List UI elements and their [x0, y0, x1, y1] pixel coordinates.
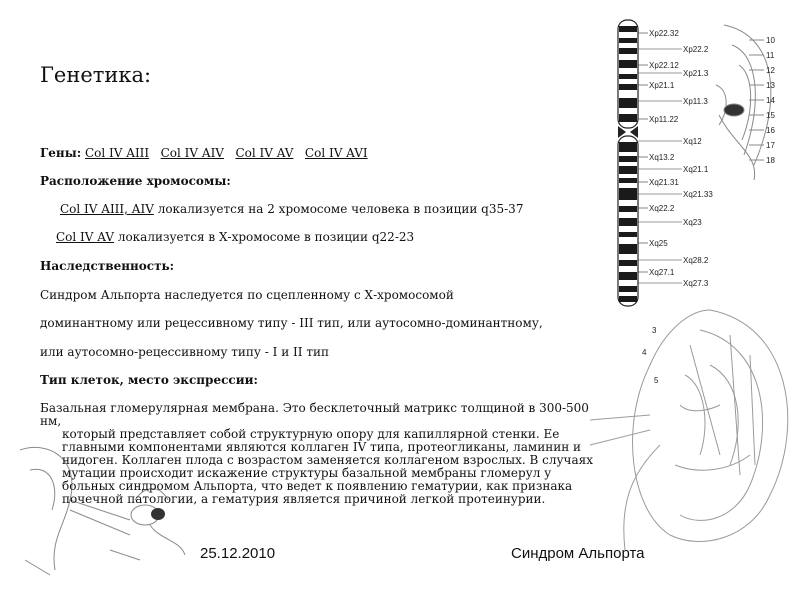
- ear-figure-label: 15: [766, 111, 775, 120]
- band-label-left: Xq22.2: [649, 204, 675, 213]
- location-line-1: [60, 202, 523, 217]
- chromosome-band: [619, 166, 637, 174]
- band-label-right: Xq12: [683, 137, 702, 146]
- inheritance-line-2: доминантному или рецессивному типу - III тип, или аутосомно-доминантному,: [40, 316, 543, 330]
- chromosome-band: [619, 114, 637, 122]
- band-label-left: Xp22.32: [649, 29, 679, 38]
- band-label-left: Xp21.1: [649, 81, 675, 90]
- kidney-figure-label: 4: [642, 348, 647, 357]
- chromosome-band: [619, 26, 637, 32]
- membrane-paragraph: [40, 402, 600, 506]
- chromosome-band: [619, 84, 637, 90]
- band-label-right: Xp11.3: [683, 97, 708, 106]
- band-label-right: Xq27.3: [683, 279, 709, 288]
- band-label-left: Xq27.1: [649, 268, 675, 277]
- inheritance-line-1: Синдром Альпорта наследуется по сцепленному с Х-хромосомой: [40, 288, 454, 302]
- location-line-2-genes: Col IV AV: [56, 230, 115, 244]
- footer-date: 25.12.2010: [200, 545, 276, 562]
- chromosome-band: [619, 188, 637, 200]
- band-label-left: Xq25: [649, 239, 668, 248]
- band-label-left: Xp22.12: [649, 61, 679, 70]
- location-line-2: [56, 230, 414, 245]
- band-label-right: Xq23: [683, 218, 702, 227]
- ear-figure-label: 12: [766, 66, 775, 75]
- location-line-1-genes: Col IV AIII, AIV: [60, 202, 154, 216]
- chromosome-band: [619, 38, 637, 43]
- chromosome-band: [619, 206, 637, 212]
- location-heading: Расположение хромосомы:: [40, 174, 231, 188]
- genes-label: Гены:: [40, 146, 82, 160]
- cell-type-heading: Тип клеток, место экспрессии:: [40, 373, 258, 387]
- chromosome-band: [619, 48, 637, 54]
- chromosome-band: [619, 244, 637, 254]
- kidney-figure-label: 3: [652, 326, 657, 335]
- chromosome-band: [619, 178, 637, 183]
- x-chromosome-ideogram: [612, 18, 722, 308]
- chromosome-band: [619, 156, 637, 162]
- chromosome-band: [619, 296, 637, 302]
- ear-figure-label: 14: [766, 96, 775, 105]
- ear-figure-label: 17: [766, 141, 775, 150]
- gene-col4a6: Col IV AVI: [304, 146, 368, 160]
- kidney-figure-label: 5: [654, 376, 659, 385]
- kidney-anatomy-illustration: [590, 305, 794, 555]
- ear-figure-label: 10: [766, 36, 775, 45]
- ear-figure-label: 16: [766, 126, 775, 135]
- location-line-2-text: локализуется в Х-хромосоме в позиции q22-23: [114, 230, 415, 244]
- chromosome-band: [619, 260, 637, 266]
- ear-figure-label: 13: [766, 81, 775, 90]
- band-label-right: Xq21.1: [683, 165, 709, 174]
- band-label-left: Xq21.31: [649, 178, 679, 187]
- band-label-right: Xq21.33: [683, 190, 713, 199]
- gene-col4a3: Col IV AIII: [85, 146, 150, 160]
- ear-figure-label: 11: [766, 51, 775, 60]
- location-line-1-text: локализуется на 2 хромосоме человека в позиции q35-37: [153, 202, 524, 216]
- slide-title: Генетика:: [40, 63, 152, 87]
- band-label-right: Xq28.2: [683, 256, 709, 265]
- membrane-first-line: Базальная гломерулярная мембрана. Это бесклеточный матрикс толщиной в 300-500 нм,: [40, 401, 589, 428]
- inheritance-heading: Наследственность:: [40, 259, 175, 273]
- membrane-rest: который представляет собой структурную опору для капиллярной стенки. Ее главными компонентами являются коллаген IV типа, протеогликаны, ламинин и нидоген. Коллаген плода с возрастом заменяется коллагеном взрослых. В случаях мутации происходит искажение структуры базальной мембраны гломерул у больных синдромом Альпорта, что ведет к появлению гематурии, как признака почечной патологии, а гематурия является причиной легкой протеинурии.: [62, 427, 593, 506]
- chromosome-band: [619, 98, 637, 108]
- chromosome-band: [619, 272, 637, 280]
- chromosome-band: [619, 286, 637, 292]
- gene-col4a4: Col IV AIV: [160, 146, 224, 160]
- genes-line: [40, 146, 368, 161]
- chromosome-band: [619, 60, 637, 68]
- ear-figure-label: 18: [766, 156, 775, 165]
- chromosome-band: [619, 142, 637, 152]
- band-label-left: Xq13.2: [649, 153, 675, 162]
- band-label-right: Xp22.2: [683, 45, 709, 54]
- chromosome-band: [619, 232, 637, 237]
- band-label-left: Xp11.22: [649, 115, 679, 124]
- gene-col4a5: Col IV AV: [235, 146, 294, 160]
- footer-title: Синдром Альпорта: [511, 545, 645, 562]
- band-label-right: Xp21.3: [683, 69, 709, 78]
- inheritance-line-3: или аутосомно-рецессивному типу - I и II тип: [40, 345, 329, 359]
- chromosome-band: [619, 218, 637, 226]
- chromosome-band: [619, 74, 637, 79]
